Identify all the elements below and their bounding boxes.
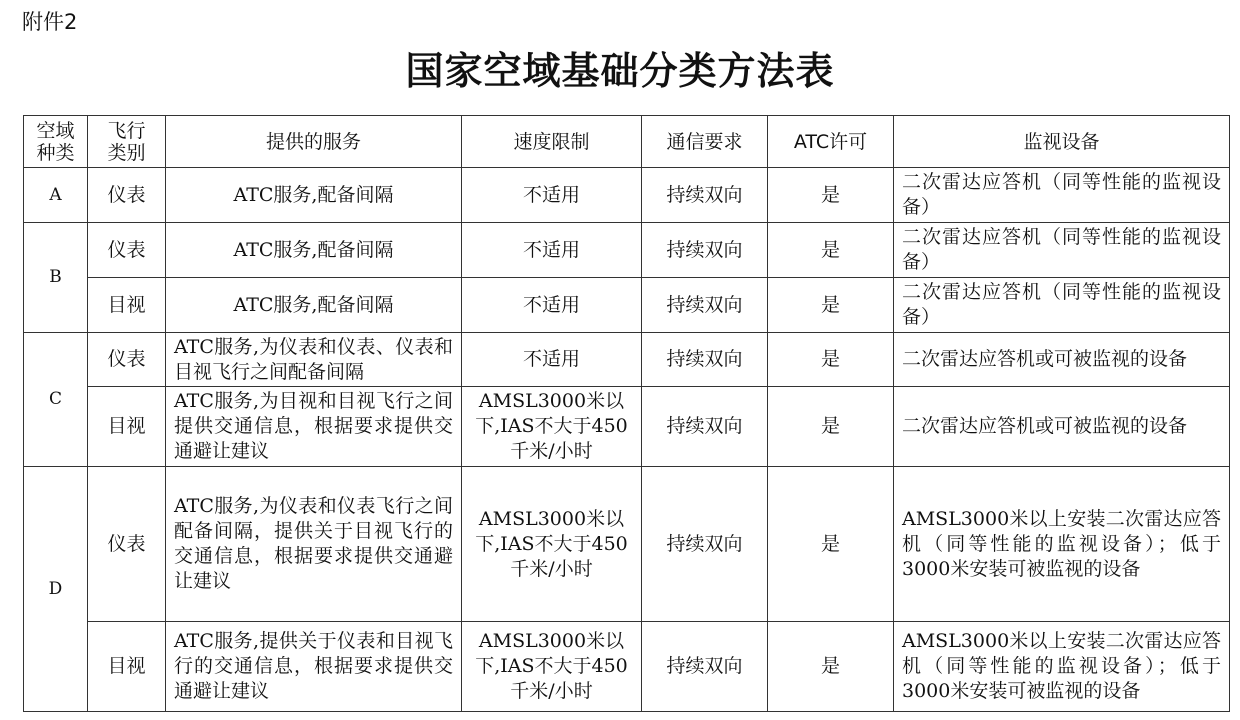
surveillance-cell: 二次雷达应答机（同等性能的监视设备） — [894, 168, 1230, 223]
services-cell: ATC服务,为目视和目视飞行之间提供交通信息，根据要求提供交通避让建议 — [166, 387, 462, 467]
speed-limit-cell: 不适用 — [462, 278, 642, 333]
services-cell: ATC服务,配备间隔 — [166, 223, 462, 278]
airspace-class-cell: D — [24, 467, 88, 712]
airspace-class-cell: A — [24, 168, 88, 223]
communication-cell: 持续双向 — [642, 168, 768, 223]
surveillance-cell: AMSL3000米以上安装二次雷达应答机（同等性能的监视设备）；低于3000米安装可被监视的设备 — [894, 622, 1230, 712]
table-row — [24, 278, 1230, 333]
flight-type-cell: 目视 — [88, 278, 166, 333]
atc-clearance-cell: 是 — [768, 278, 894, 333]
table-row — [24, 622, 1230, 712]
services-cell: ATC服务,为仪表和仪表、仪表和目视飞行之间配备间隔 — [166, 333, 462, 387]
services-cell: ATC服务,配备间隔 — [166, 168, 462, 223]
airspace-class-cell: B — [24, 223, 88, 333]
attachment-label: 附件2 — [22, 10, 78, 34]
header-services: 提供的服务 — [166, 116, 462, 168]
table-row — [24, 333, 1230, 387]
atc-clearance-cell: 是 — [768, 168, 894, 223]
header-airspace-class: 空域种类 — [24, 116, 88, 168]
services-cell: ATC服务,为仪表和仪表飞行之间配备间隔，提供关于目视飞行的交通信息，根据要求提供交通避让建议 — [166, 467, 462, 622]
header-speed-limit: 速度限制 — [462, 116, 642, 168]
table-row — [24, 168, 1230, 223]
speed-limit-cell: 不适用 — [462, 168, 642, 223]
table-row — [24, 223, 1230, 278]
flight-type-cell: 仪表 — [88, 223, 166, 278]
surveillance-cell: 二次雷达应答机（同等性能的监视设备） — [894, 223, 1230, 278]
communication-cell: 持续双向 — [642, 278, 768, 333]
surveillance-cell: 二次雷达应答机或可被监视的设备 — [894, 387, 1230, 467]
table-header-row — [24, 116, 1230, 168]
surveillance-cell: 二次雷达应答机或可被监视的设备 — [894, 333, 1230, 387]
communication-cell: 持续双向 — [642, 387, 768, 467]
speed-limit-cell: 不适用 — [462, 333, 642, 387]
atc-clearance-cell: 是 — [768, 333, 894, 387]
services-cell: ATC服务,提供关于仪表和目视飞行的交通信息，根据要求提供交通避让建议 — [166, 622, 462, 712]
header-atc-clearance: ATC许可 — [768, 116, 894, 168]
document-title: 国家空域基础分类方法表 — [405, 48, 835, 93]
atc-clearance-cell: 是 — [768, 467, 894, 622]
speed-limit-cell: AMSL3000米以下,IAS不大于450千米/小时 — [462, 387, 642, 467]
flight-type-cell: 仪表 — [88, 333, 166, 387]
table-row — [24, 467, 1230, 622]
flight-type-cell: 仪表 — [88, 467, 166, 622]
atc-clearance-cell: 是 — [768, 387, 894, 467]
communication-cell: 持续双向 — [642, 223, 768, 278]
surveillance-cell: 二次雷达应答机（同等性能的监视设备） — [894, 278, 1230, 333]
flight-type-cell: 目视 — [88, 387, 166, 467]
communication-cell: 持续双向 — [642, 333, 768, 387]
communication-cell: 持续双向 — [642, 467, 768, 622]
communication-cell: 持续双向 — [642, 622, 768, 712]
airspace-classification-table — [23, 115, 1230, 712]
airspace-class-cell: C — [24, 333, 88, 467]
speed-limit-cell: 不适用 — [462, 223, 642, 278]
table-row — [24, 387, 1230, 467]
speed-limit-cell: AMSL3000米以下,IAS不大于450千米/小时 — [462, 622, 642, 712]
surveillance-cell: AMSL3000米以上安装二次雷达应答机（同等性能的监视设备）；低于3000米安装可被监视的设备 — [894, 467, 1230, 622]
header-communication: 通信要求 — [642, 116, 768, 168]
header-flight-type: 飞行类别 — [88, 116, 166, 168]
atc-clearance-cell: 是 — [768, 223, 894, 278]
services-cell: ATC服务,配备间隔 — [166, 278, 462, 333]
flight-type-cell: 目视 — [88, 622, 166, 712]
header-surveillance: 监视设备 — [894, 116, 1230, 168]
speed-limit-cell: AMSL3000米以下,IAS不大于450千米/小时 — [462, 467, 642, 622]
atc-clearance-cell: 是 — [768, 622, 894, 712]
flight-type-cell: 仪表 — [88, 168, 166, 223]
